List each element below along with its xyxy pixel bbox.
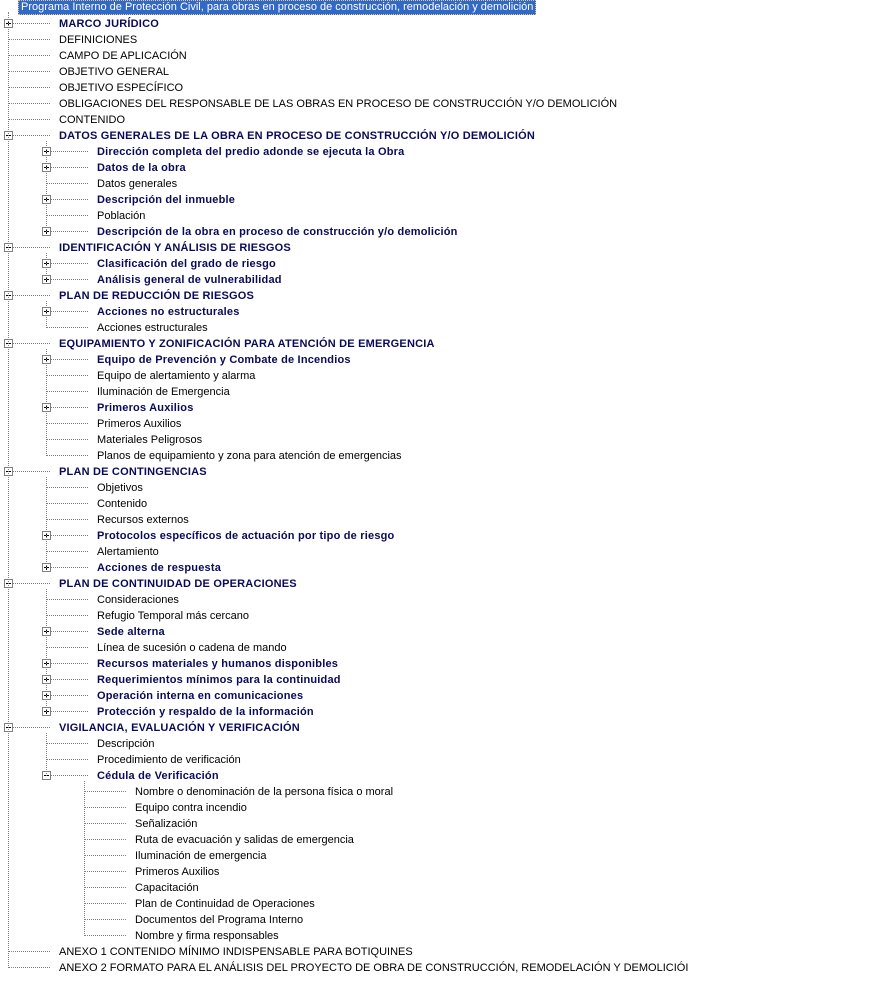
tree-item-senalizacion[interactable] <box>0 816 880 832</box>
tree-item-descripcion-de-la-obra-en-proceso-de-con[interactable] <box>0 224 880 240</box>
tree-item-label[interactable]: Análisis general de vulnerabilidad <box>97 274 282 286</box>
tree-connector <box>51 679 88 680</box>
tree-connector <box>46 423 88 424</box>
tree-item-label[interactable]: Acciones estructurales <box>97 322 208 334</box>
tree-item-label[interactable]: Nombre y firma responsables <box>135 930 279 942</box>
tree-item-refugio-temporal-mas-cercano[interactable] <box>0 608 880 624</box>
tree-item-label[interactable]: OBJETIVO ESPECÍFICO <box>59 82 184 94</box>
tree-connector <box>51 407 88 408</box>
tree-connector <box>84 807 126 808</box>
tree-item-label[interactable]: MARCO JURÍDICO <box>59 18 159 30</box>
tree-connector <box>84 823 126 824</box>
tree-connector <box>84 791 126 792</box>
tree-item-contenido[interactable] <box>0 112 880 128</box>
tree-item-label[interactable]: Primeros Auxilios <box>97 402 194 414</box>
tree-item-objetivo-especifico[interactable] <box>0 80 880 96</box>
tree-connector <box>13 343 50 344</box>
tree-item-primeros-auxilios[interactable] <box>0 400 880 416</box>
tree-item-alertamiento[interactable] <box>0 544 880 560</box>
tree-connector <box>46 183 88 184</box>
tree-item-label[interactable]: OBLIGACIONES DEL RESPONSABLE DE LAS OBRAS EN PROCESO DE CONSTRUCCIÓN Y/O DEMOLICIÓN <box>59 98 618 110</box>
tree-connector <box>8 55 50 56</box>
tree-connector <box>51 199 88 200</box>
tree-connector <box>46 743 88 744</box>
tree-item-label[interactable]: CONTENIDO <box>59 114 125 126</box>
tree-item-iluminacion-de-emergencia[interactable] <box>0 848 880 864</box>
tree-item-label[interactable]: Acciones de respuesta <box>97 562 222 574</box>
tree-item-iluminacion-de-emergencia[interactable] <box>0 384 880 400</box>
tree-item-clasificacion-del-grado-de-riesgo[interactable] <box>0 256 880 272</box>
tree-item-label[interactable]: Población <box>97 210 146 222</box>
tree-item-label[interactable]: Protocolos específicos de actuación por tipo de riesgo <box>97 530 395 542</box>
tree-connector <box>46 215 88 216</box>
tree-guide-line <box>84 781 85 936</box>
tree-item-label[interactable]: Plan de Continuidad de Operaciones <box>135 898 315 910</box>
tree-item-label[interactable]: Requerimientos mínimos para la continuidad <box>97 674 341 686</box>
tree-item-recursos-materiales-y-humanos-disponible[interactable] <box>0 656 880 672</box>
tree-connector <box>46 487 88 488</box>
tree-item-vigilancia-evaluacion-y-verificacion[interactable] <box>0 720 880 736</box>
tree-connector <box>84 935 126 936</box>
tree-item-label[interactable]: Equipo de alertamiento y alarma <box>97 370 256 382</box>
tree-item-label[interactable]: Acciones no estructurales <box>97 306 240 318</box>
tree-guide-line <box>46 301 47 328</box>
tree-item-equipo-de-prevencion-y-combate-de-incend[interactable] <box>0 352 880 368</box>
tree-item-anexo-2-formato-para-el-analisis-del-pro[interactable] <box>0 960 880 976</box>
tree-item-acciones-de-respuesta[interactable] <box>0 560 880 576</box>
tree-item-anexo-1-contenido-minimo-indispensable-p[interactable] <box>0 944 880 960</box>
tree-item-poblacion[interactable] <box>0 208 880 224</box>
tree-item-label[interactable]: PLAN DE CONTINGENCIAS <box>59 466 207 478</box>
tree-item-plan-de-contingencias[interactable] <box>0 464 880 480</box>
tree-connector <box>84 903 126 904</box>
tree-item-contenido[interactable] <box>0 496 880 512</box>
tree-item-operacion-interna-en-comunicaciones[interactable] <box>0 688 880 704</box>
tree-connector <box>84 887 126 888</box>
tree-connector <box>46 375 88 376</box>
tree-root-label[interactable]: Programa Interno de Protección Civil, para obras en proceso de construcción, remodelación y demolición <box>18 0 536 15</box>
tree-item-proteccion-y-respaldo-de-la-informacion[interactable] <box>0 704 880 720</box>
tree-item-label[interactable]: Dirección completa del predio adonde se ejecuta la Obra <box>97 146 405 158</box>
tree-item-label[interactable]: Cédula de Verificación <box>97 770 219 782</box>
tree-item-label[interactable]: OBJETIVO GENERAL <box>59 66 170 78</box>
tree-item-label[interactable]: Descripción <box>97 738 155 750</box>
tree-item-plan-de-continuidad-de-operaciones[interactable] <box>0 576 880 592</box>
tree-guide-line <box>46 733 47 776</box>
tree-item-label[interactable]: VIGILANCIA, EVALUACIÓN Y VERIFICACIÓN <box>59 722 300 734</box>
tree-item-plan-de-continuidad-de-operaciones[interactable] <box>0 896 880 912</box>
tree-item-label[interactable]: Materiales Peligrosos <box>97 434 203 446</box>
tree-item-label[interactable]: Línea de sucesión o cadena de mando <box>97 642 287 654</box>
tree-item-documentos-del-programa-interno[interactable] <box>0 912 880 928</box>
tree-connector <box>8 967 50 968</box>
tree-connector <box>13 727 50 728</box>
tree-item-label[interactable]: Descripción del inmueble <box>97 194 236 206</box>
tree-item-descripcion[interactable] <box>0 736 880 752</box>
tree-connector <box>46 759 88 760</box>
tree-item-datos-generales[interactable] <box>0 176 880 192</box>
tree-item-acciones-estructurales[interactable] <box>0 320 880 336</box>
tree-connector <box>84 919 126 920</box>
tree-connector <box>51 263 88 264</box>
tree-item-label[interactable]: Señalización <box>135 818 198 830</box>
tree-item-objetivos[interactable] <box>0 480 880 496</box>
tree-item-procedimiento-de-verificacion[interactable] <box>0 752 880 768</box>
tree-item-label[interactable]: Ruta de evacuación y salidas de emergencia <box>135 834 354 846</box>
tree-connector <box>51 311 88 312</box>
tree-connector <box>13 471 50 472</box>
tree-item-label[interactable]: Sede alterna <box>97 626 165 638</box>
tree-item-label[interactable]: Iluminación de Emergencia <box>97 386 230 398</box>
tree-connector <box>8 951 50 952</box>
tree-connector <box>51 695 88 696</box>
tree-item-label[interactable]: Capacitación <box>135 882 199 894</box>
tree-connector <box>84 839 126 840</box>
tree-item-label[interactable]: DATOS GENERALES DE LA OBRA EN PROCESO DE CONSTRUCCIÓN Y/O DEMOLICIÓN <box>59 130 536 142</box>
tree-connector <box>51 151 88 152</box>
tree-connector <box>51 279 88 280</box>
tree-item-capacitacion[interactable] <box>0 880 880 896</box>
tree-item-equipo-contra-incendio[interactable] <box>0 800 880 816</box>
tree-connector <box>51 631 88 632</box>
tree-connector <box>8 103 50 104</box>
tree-item-label[interactable]: DEFINICIONES <box>59 34 138 46</box>
tree-connector <box>8 87 50 88</box>
tree-item-equipo-de-alertamiento-y-alarma[interactable] <box>0 368 880 384</box>
tree-item-datos-generales-de-la-obra-en-proceso-de[interactable] <box>0 128 880 144</box>
tree-item-label[interactable]: Iluminación de emergencia <box>135 850 267 862</box>
tree-connector <box>46 503 88 504</box>
tree-item-label[interactable]: Refugio Temporal más cercano <box>97 610 250 622</box>
tree-connector <box>46 455 88 456</box>
tree-connector <box>46 599 88 600</box>
tree-item-ruta-de-evacuacion-y-salidas-de-emergenc[interactable] <box>0 832 880 848</box>
tree-item-direccion-completa-del-predio-adonde-se-[interactable] <box>0 144 880 160</box>
tree-connector <box>51 663 88 664</box>
tree-item-objetivo-general[interactable] <box>0 64 880 80</box>
tree-connector <box>8 71 50 72</box>
tree-item-label[interactable]: Primeros Auxilios <box>135 866 220 878</box>
tree-connector <box>51 567 88 568</box>
tree-guide-line <box>46 589 47 712</box>
tree-connector <box>8 39 50 40</box>
tree-item-nombre-y-firma-responsables[interactable] <box>0 928 880 944</box>
tree-connector <box>46 327 88 328</box>
tree-item-obligaciones-del-responsable-de-las-obra[interactable] <box>0 96 880 112</box>
tree-item-requerimientos-minimos-para-la-continuid[interactable] <box>0 672 880 688</box>
tree-item-label[interactable]: ANEXO 1 CONTENIDO MÍNIMO INDISPENSABLE PARA BOTIQUINES <box>59 946 413 958</box>
tree-item-label[interactable]: Alertamiento <box>97 546 159 558</box>
tree-item-label[interactable]: PLAN DE REDUCCIÓN DE RIESGOS <box>59 290 255 302</box>
tree-connector <box>8 119 50 120</box>
tree-item-equipamiento-y-zonificacion-para-atencio[interactable] <box>0 336 880 352</box>
tree-connector <box>13 23 50 24</box>
tree-item-label[interactable]: EQUIPAMIENTO Y ZONIFICACIÓN PARA ATENCIÓN DE EMERGENCIA <box>59 338 435 350</box>
tree-item-planos-de-equipamiento-y-zona-para-atenc[interactable] <box>0 448 880 464</box>
tree-connector <box>46 391 88 392</box>
tree-item-label[interactable]: Documentos del Programa Interno <box>135 914 304 926</box>
tree-connector <box>46 551 88 552</box>
tree-item-plan-de-reduccion-de-riesgos[interactable] <box>0 288 880 304</box>
tree-item-identificacion-y-analisis-de-riesgos[interactable] <box>0 240 880 256</box>
tree-item-datos-de-la-obra[interactable] <box>0 160 880 176</box>
tree-item-protocolos-especificos-de-actuacion-por-[interactable] <box>0 528 880 544</box>
tree-connector <box>13 135 50 136</box>
tree-item-sede-alterna[interactable] <box>0 624 880 640</box>
tree-item-campo-de-aplicacion[interactable] <box>0 48 880 64</box>
tree-item-label[interactable]: Recursos externos <box>97 514 189 526</box>
tree-item-label[interactable]: Recursos materiales y humanos disponibles <box>97 658 339 670</box>
tree-guide-line <box>46 349 47 456</box>
tree-item-label[interactable]: Operación interna en comunicaciones <box>97 690 304 702</box>
tree-item-primeros-auxilios[interactable] <box>0 416 880 432</box>
tree-item-label[interactable]: PLAN DE CONTINUIDAD DE OPERACIONES <box>59 578 297 590</box>
tree-connector <box>51 711 88 712</box>
tree-item-label[interactable]: Planos de equipamiento y zona para atención de emergencias <box>97 450 402 462</box>
tree-item-label[interactable]: Contenido <box>97 498 148 510</box>
tree-item-recursos-externos[interactable] <box>0 512 880 528</box>
tree-connector <box>51 167 88 168</box>
tree-connector <box>51 231 88 232</box>
tree-connector <box>46 439 88 440</box>
tree-guide-line <box>46 141 47 232</box>
tree-connector <box>13 583 50 584</box>
tree-item-nombre-o-denominacion-de-la-persona-fisi[interactable] <box>0 784 880 800</box>
tree-item-label[interactable]: Equipo de Prevención y Combate de Incendios <box>97 354 351 366</box>
tree-item-label[interactable]: Primeros Auxilios <box>97 418 182 430</box>
tree-guide-line <box>46 477 47 568</box>
tree-connector <box>84 871 126 872</box>
tree-item-label[interactable]: Protección y respaldo de la información <box>97 706 314 718</box>
tree-item-consideraciones[interactable] <box>0 592 880 608</box>
tree-item-label[interactable]: Procedimiento de verificación <box>97 754 241 766</box>
tree-item-label[interactable]: Clasificación del grado de riesgo <box>97 258 276 270</box>
tree-guide-line <box>8 12 9 968</box>
tree-connector <box>13 247 50 248</box>
tree-connector <box>46 647 88 648</box>
tree-item-marco-juridico[interactable] <box>0 16 880 32</box>
tree-item-label[interactable]: Datos generales <box>97 178 178 190</box>
tree-connector <box>46 615 88 616</box>
tree-item-materiales-peligrosos[interactable] <box>0 432 880 448</box>
tree-item-acciones-no-estructurales[interactable] <box>0 304 880 320</box>
tree-item-label[interactable]: Consideraciones <box>97 594 179 606</box>
tree-item-programa-interno-de-proteccion-civil-par[interactable] <box>0 0 880 16</box>
tree-item-label[interactable]: Datos de la obra <box>97 162 186 174</box>
tree-item-analisis-general-de-vulnerabilidad[interactable] <box>0 272 880 288</box>
tree-connector <box>51 775 88 776</box>
tree-item-label[interactable]: IDENTIFICACIÓN Y ANÁLISIS DE RIESGOS <box>59 242 291 254</box>
tree-item-label[interactable]: Descripción de la obra en proceso de construcción y/o demolición <box>97 226 458 238</box>
tree-item-cedula-de-verificacion[interactable] <box>0 768 880 784</box>
tree-connector <box>46 519 88 520</box>
tree-item-definiciones[interactable] <box>0 32 880 48</box>
tree-item-label[interactable]: Nombre o denominación de la persona física o moral <box>135 786 394 798</box>
tree-item-linea-de-sucesion-o-cadena-de-mando[interactable] <box>0 640 880 656</box>
tree-connector <box>13 295 50 296</box>
tree-connector <box>51 535 88 536</box>
tree-guide-line <box>46 253 47 280</box>
tree-item-label[interactable]: Equipo contra incendio <box>135 802 247 814</box>
tree-item-primeros-auxilios[interactable] <box>0 864 880 880</box>
tree-connector <box>51 359 88 360</box>
tree-item-descripcion-del-inmueble[interactable] <box>0 192 880 208</box>
tree-item-label[interactable]: CAMPO DE APLICACIÓN <box>59 50 187 62</box>
tree-item-label[interactable]: ANEXO 2 FORMATO PARA EL ANÁLISIS DEL PROYECTO DE OBRA DE CONSTRUCCIÓN, REMODELACIÓN Y DEMOLICIÓI <box>59 962 689 974</box>
tree-connector <box>84 855 126 856</box>
tree-item-label[interactable]: Objetivos <box>97 482 143 494</box>
